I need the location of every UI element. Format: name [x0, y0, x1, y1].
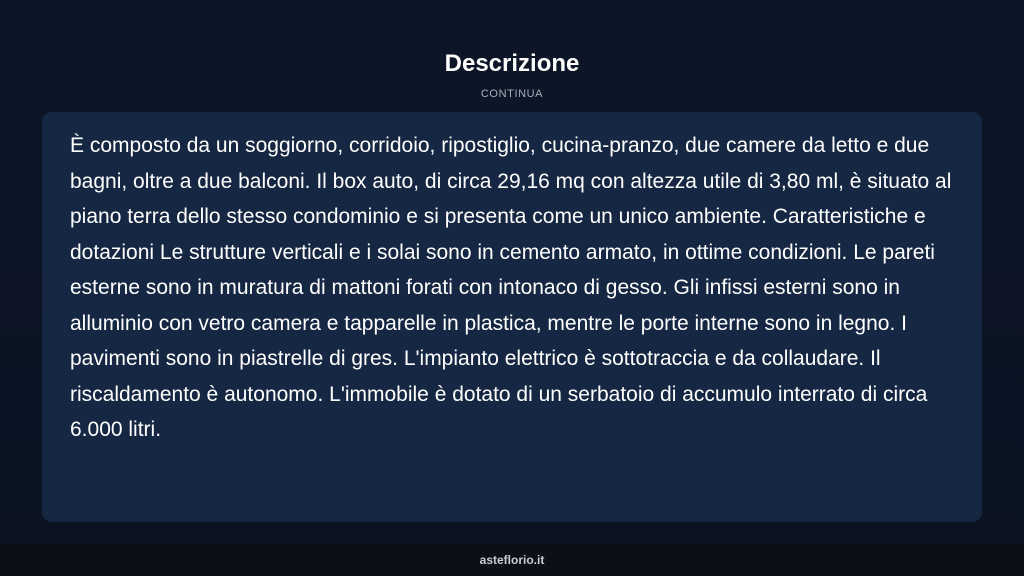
description-card [42, 112, 982, 522]
site-name: asteflorio.it [479, 553, 545, 567]
footer-bar [0, 544, 1024, 576]
description-text: È composto da un soggiorno, corridoio, ripostiglio, cucina-pranzo, due camere da letto e due bagni, oltre a due balconi. Il box auto, di circa 29,16 mq con altezza utile di 3,80 ml, è situato al piano terra dello stesso condominio e si presenta come un unico ambiente. Caratteristiche e dotazioni Le strutture verticali e i solai sono in cemento armato, in ottime condizioni. Le pareti esterne sono in muratura di mattoni forati con intonaco di gesso. Gli infissi esterni sono in alluminio con vetro camera e tapparelle in plastica, mentre le porte interne sono in legno. I pavimenti sono in piastrelle di gres. L'impianto elettrico è sottotraccia e da collaudare. Il riscaldamento è autonomo. L'immobile è dotato di un serbatoio di accumulo interrato di circa 6.000 litri. [70, 134, 952, 441]
page-header [0, 48, 1024, 101]
continue-label: CONTINUA [480, 88, 544, 100]
page-title: Descrizione [444, 50, 580, 77]
